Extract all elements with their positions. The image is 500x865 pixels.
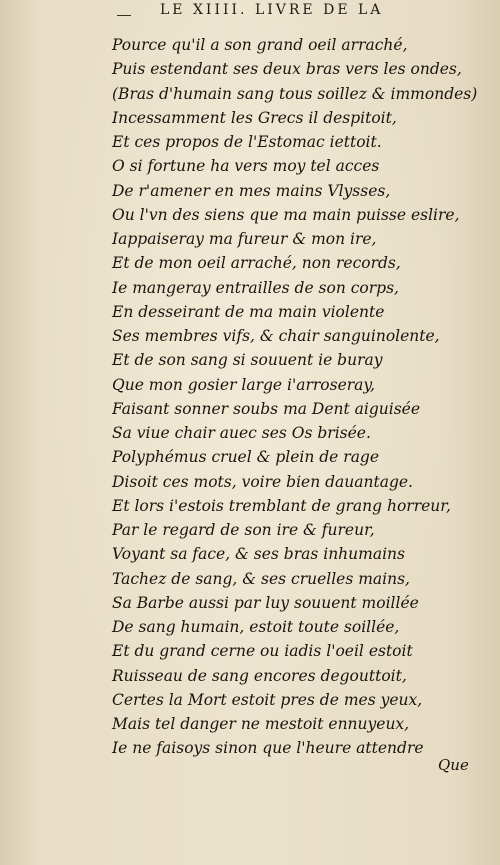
- header-dash: [117, 15, 131, 16]
- verse-line: Sa Barbe aussi par luy souuent moillée: [112, 593, 419, 612]
- verse-line: Sa viue chair auec ses Os brisée.: [112, 424, 371, 442]
- verse-line: Et lors i'estois tremblant de grang horreur,: [112, 496, 451, 515]
- verse-line: Disoit ces mots, voire bien dauantage.: [112, 472, 413, 491]
- verse-line: Polyphémus cruel & plein de rage: [112, 448, 380, 467]
- verse-line: En desseirant de ma main violente: [112, 302, 385, 321]
- verse-line: Mais tel danger ne mestoit ennuyeux,: [112, 715, 410, 733]
- verse-line: Ie mangeray entrailles de son corps,: [112, 278, 399, 297]
- verse-line: Puis estendant ses deux bras vers les ondes,: [112, 60, 462, 79]
- verse-line: Par le regard de son ire & fureur,: [112, 521, 375, 539]
- verse-line: Ou l'vn des siens que ma main puisse eslire,: [112, 205, 460, 224]
- verse-line: Et de son sang si souuent ie buray: [112, 351, 383, 370]
- verse-line: Que mon gosier large i'arroseray,: [112, 375, 376, 394]
- verse-text-block: [112, 33, 478, 761]
- verse-line: Iappaiseray ma fureur & mon ire,: [112, 230, 377, 248]
- verse-line: Ie ne faisoys sinon que l'heure attendre: [112, 739, 424, 758]
- verse-line: De sang humain, estoit toute soillée,: [112, 618, 400, 636]
- verse-line: Ses membres vifs, & chair sanguinolente,: [112, 327, 440, 345]
- catchword: Que: [438, 756, 469, 774]
- verse-line: (Bras d'humain sang tous soillez & immondes): [112, 84, 478, 103]
- verse-line: Certes la Mort estoit pres de mes yeux,: [112, 690, 423, 709]
- verse-line: Et ces propos de l'Estomac iettoit.: [112, 133, 382, 151]
- running-header: LE XIIII. LIVRE DE LA: [160, 2, 384, 18]
- verse-line: Et du grand cerne ou iadis l'oeil estoit: [112, 642, 413, 661]
- verse-line: Incessamment les Grecs il despitoit,: [112, 108, 397, 127]
- verse-line: Faisant sonner soubs ma Dent aiguisée: [112, 399, 421, 418]
- verse-line: O si fortune ha vers moy tel acces: [112, 157, 380, 176]
- verse-line: Pource qu'il a son grand oeil arraché,: [112, 36, 408, 54]
- verse-line: Tachez de sang, & ses cruelles mains,: [112, 569, 410, 588]
- verse-line: Voyant sa face, & ses bras inhumains: [112, 545, 405, 564]
- verse-line: De r'amener en mes mains Vlysses,: [112, 181, 391, 200]
- verse-line: Ruisseau de sang encores degouttoit,: [112, 666, 407, 685]
- verse-line: Et de mon oeil arraché, non records,: [112, 254, 401, 273]
